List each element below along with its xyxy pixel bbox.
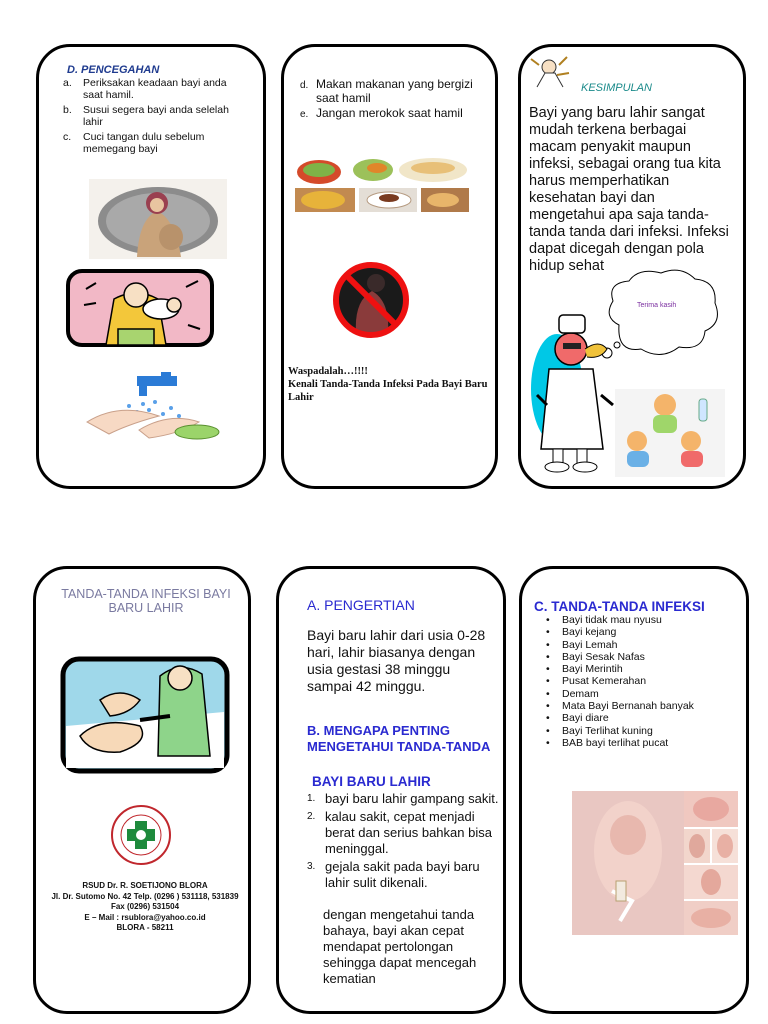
list-item: • Demam bbox=[546, 688, 741, 700]
list-item: • BAB bayi terlihat pucat bbox=[546, 737, 741, 749]
hospital-address bbox=[40, 881, 250, 934]
list-item: c. Cuci tangan dulu sebelum memegang bayi bbox=[63, 131, 205, 155]
definition-text: Bayi baru lahir dari usia 0-28 hari, lahir biasanya dengan usia gestasi 38 minggu sampai 42 minggu. bbox=[307, 627, 486, 694]
babies-image bbox=[615, 389, 725, 477]
hospital-city: BLORA - 58211 bbox=[116, 923, 174, 932]
list-item: 3. gejala sakit pada bayi baru lahir sulit dikenali. bbox=[307, 859, 480, 890]
doctor-image bbox=[527, 309, 621, 474]
panel-definition bbox=[276, 566, 506, 1014]
closing-text: dengan mengetahui tanda bahaya, bayi akan cepat mendapat pertolongan sehingga dapat mencegah kematian bbox=[323, 907, 477, 986]
scientist-icon bbox=[527, 53, 573, 89]
list-item: • Mata Bayi Bernanah banyak bbox=[546, 700, 741, 712]
conclusion-text: Bayi yang baru lahir sangat mudah terkena berbagai macam penyakit maupun infeksi, sebagai orang tua kita harus memperhatikan kesehatan bayi dan mengetahui apa saja tanda-tanda tanda dari infeksi. Infeksi dapat dicegah dengan pola hidup sehat bbox=[529, 105, 729, 274]
list-item: • Bayi Terlihat kuning bbox=[546, 725, 741, 737]
hospital-name: RSUD Dr. R. SOETIJONO BLORA bbox=[82, 881, 208, 890]
panel-prevention-continued bbox=[281, 44, 498, 489]
reasons-list bbox=[307, 791, 506, 893]
prevention-list bbox=[59, 77, 244, 158]
prevention-list-continued bbox=[300, 77, 490, 121]
thanks-text: Terima kasih bbox=[637, 302, 677, 309]
hospital-email: E – Mail : rsublora@yahoo.co.id bbox=[84, 912, 206, 922]
hospital-fax: Fax (0296) 531504 bbox=[110, 902, 180, 911]
mother-baby-image bbox=[66, 269, 214, 347]
hand-washing-image bbox=[79, 372, 234, 444]
panel-signs bbox=[519, 566, 749, 1014]
newborn-photo-image bbox=[572, 791, 738, 935]
list-item: • Bayi Sesak Nafas bbox=[546, 651, 741, 663]
importance-heading: B. MENGAPA PENTING MENGETAHUI TANDA-TANDA bbox=[307, 723, 491, 754]
conclusion-title: KESIMPULAN bbox=[581, 82, 652, 94]
warning-text: Waspadalah…!!!! Kenali Tanda-Tanda Infeksi Pada Bayi Baru Lahir bbox=[288, 366, 488, 403]
list-item: b. Susui segera bayi anda selelah lahir bbox=[63, 104, 229, 128]
list-item: • Bayi Lemah bbox=[546, 639, 741, 651]
definition-heading: A. PENGERTIAN bbox=[307, 597, 415, 613]
panel-conclusion bbox=[518, 44, 746, 489]
prevention-title: D. PENCEGAHAN bbox=[67, 64, 160, 76]
importance-subheading: BAYI BARU LAHIR bbox=[312, 774, 431, 789]
list-item: 2. kalau sakit, cepat menjadi berat dan serius bahkan bisa meninggal. bbox=[307, 809, 492, 856]
panel-cover bbox=[33, 566, 251, 1014]
list-item: a. Periksakan keadaan bayi anda saat hamil. bbox=[63, 77, 227, 101]
panel-prevention bbox=[36, 44, 266, 489]
list-item: e. Jangan merokok saat hamil bbox=[300, 106, 463, 120]
list-item: • Pusat Kemerahan bbox=[546, 675, 741, 687]
hospital-logo bbox=[106, 803, 176, 867]
list-item: 1. bayi baru lahir gampang sakit. bbox=[307, 791, 499, 806]
list-item: • Bayi Merintih bbox=[546, 663, 741, 675]
cover-title: TANDA-TANDA INFEKSI BAYI BARU LAHIR bbox=[61, 587, 231, 615]
pregnant-woman-image bbox=[89, 179, 227, 259]
list-item: • Bayi diare bbox=[546, 712, 741, 724]
signs-list bbox=[546, 614, 741, 749]
list-item: d. Makan makanan yang bergizi saat hamil bbox=[300, 77, 473, 105]
baby-examination-image bbox=[60, 656, 230, 774]
list-item: • Bayi kejang bbox=[546, 626, 741, 638]
signs-title: C. TANDA-TANDA INFEKSI bbox=[534, 599, 705, 614]
list-item: • Bayi tidak mau nyusu bbox=[546, 614, 741, 626]
healthy-food-image bbox=[293, 156, 471, 214]
hospital-street: Jl. Dr. Sutomo No. 42 Telp. (0296 ) 531118, 531839 bbox=[51, 891, 239, 901]
no-smoking-pregnant-icon bbox=[332, 261, 410, 339]
